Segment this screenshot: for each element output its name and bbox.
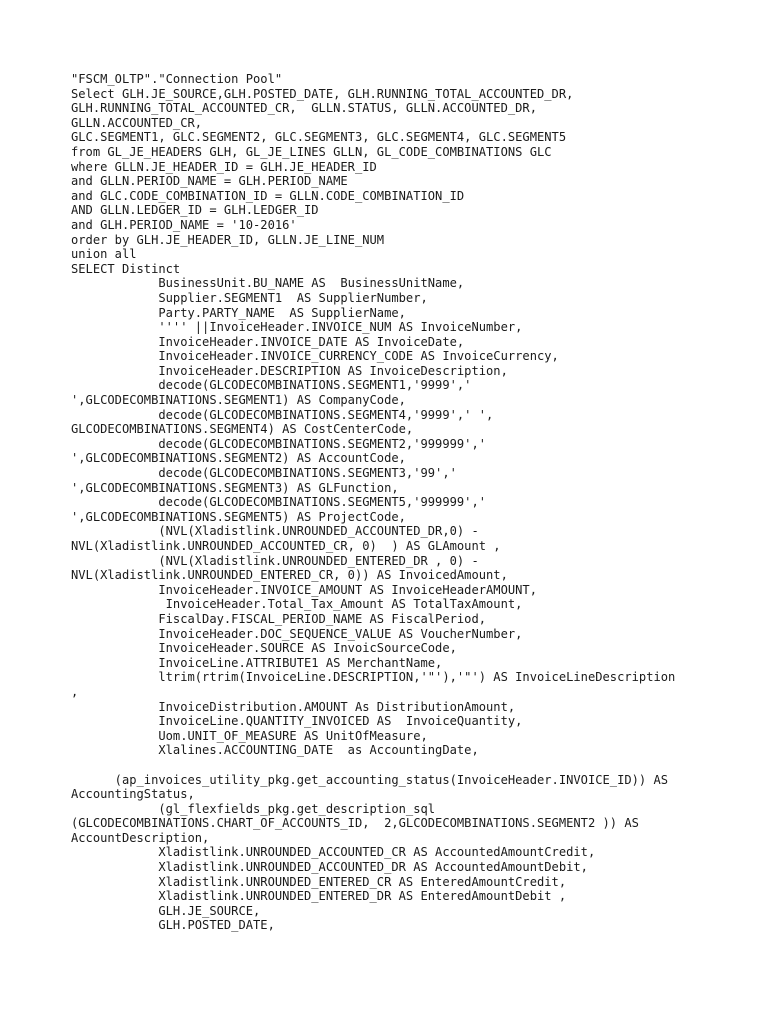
code-line: ',GLCODECOMBINATIONS.SEGMENT3) AS GLFunction, xyxy=(71,480,399,495)
code-line: InvoiceHeader.INVOICE_DATE AS InvoiceDate, xyxy=(71,334,465,349)
code-line: and GLLN.PERIOD_NAME = GLH.PERIOD_NAME xyxy=(71,174,348,189)
code-line: , xyxy=(71,684,79,699)
code-line: InvoiceHeader.Total_Tax_Amount AS TotalTaxAmount, xyxy=(71,597,523,612)
code-line: Xlalines.ACCOUNTING_DATE as AccountingDate, xyxy=(71,743,479,758)
code-line: InvoiceHeader.INVOICE_CURRENCY_CODE AS InvoiceCurrency, xyxy=(71,349,559,364)
code-line: and GLH.PERIOD_NAME = '10-2016' xyxy=(71,217,297,232)
code-line: Party.PARTY_NAME AS SupplierName, xyxy=(71,305,406,320)
code-line: GLCODECOMBINATIONS.SEGMENT4) AS CostCenterCode, xyxy=(71,422,414,437)
code-line: Xladistlink.UNROUNDED_ACCOUNTED_DR AS AccountedAmountDebit, xyxy=(71,860,588,875)
code-line: '''' ||InvoiceHeader.INVOICE_NUM AS InvoiceNumber, xyxy=(71,320,523,335)
code-line: FiscalDay.FISCAL_PERIOD_NAME AS FiscalPeriod, xyxy=(71,611,487,626)
code-line: GLLN.ACCOUNTED_CR, xyxy=(71,115,203,130)
code-line: InvoiceLine.QUANTITY_INVOICED AS InvoiceQuantity, xyxy=(71,714,523,729)
code-line: ',GLCODECOMBINATIONS.SEGMENT2) AS AccountCode, xyxy=(71,451,406,466)
code-line: Supplier.SEGMENT1 AS SupplierNumber, xyxy=(71,290,428,305)
code-line: Xladistlink.UNROUNDED_ENTERED_DR AS EnteredAmountDebit , xyxy=(71,889,567,904)
code-line: NVL(Xladistlink.UNROUNDED_ACCOUNTED_CR, 0) ) AS GLAmount , xyxy=(71,539,501,553)
code-line: and GLC.CODE_COMBINATION_ID = GLLN.CODE_COMBINATION_ID xyxy=(71,188,465,203)
code-line: (NVL(Xladistlink.UNROUNDED_ENTERED_DR , 0) - xyxy=(71,553,479,568)
code-line: BusinessUnit.BU_NAME AS BusinessUnitName, xyxy=(71,276,465,291)
code-line: GLH.JE_SOURCE, xyxy=(71,903,261,918)
code-line xyxy=(71,758,761,773)
code-line: (gl_flexfields_pkg.get_description_sql xyxy=(71,801,436,816)
code-line: GLC.SEGMENT1, GLC.SEGMENT2, GLC.SEGMENT3, GLC.SEGMENT4, GLC.SEGMENT5 xyxy=(71,130,567,145)
code-line: (GLCODECOMBINATIONS.CHART_OF_ACCOUNTS_ID, 2,GLCODECOMBINATIONS.SEGMENT2 )) AS xyxy=(71,816,639,831)
code-line: union all xyxy=(71,247,137,262)
code-line: decode(GLCODECOMBINATIONS.SEGMENT3,'99',' xyxy=(71,466,457,481)
code-line: InvoiceHeader.INVOICE_AMOUNT AS InvoiceHeaderAMOUNT, xyxy=(71,582,537,597)
code-line: from GL_JE_HEADERS GLH, GL_JE_LINES GLLN, GL_CODE_COMBINATIONS GLC xyxy=(71,144,552,159)
code-line: Select GLH.JE_SOURCE,GLH.POSTED_DATE, GLH.RUNNING_TOTAL_ACCOUNTED_DR, xyxy=(71,86,574,101)
code-line: AND GLLN.LEDGER_ID = GLH.LEDGER_ID xyxy=(71,203,319,218)
code-line: where GLLN.JE_HEADER_ID = GLH.JE_HEADER_ID xyxy=(71,159,377,174)
code-line: (NVL(Xladistlink.UNROUNDED_ACCOUNTED_DR,0) - xyxy=(71,524,479,539)
code-line: Xladistlink.UNROUNDED_ACCOUNTED_CR AS AccountedAmountCredit, xyxy=(71,845,596,860)
code-line: GLH.POSTED_DATE, xyxy=(71,918,275,933)
code-line: Xladistlink.UNROUNDED_ENTERED_CR AS EnteredAmountCredit, xyxy=(71,874,567,889)
code-line: Uom.UNIT_OF_MEASURE AS UnitOfMeasure, xyxy=(71,728,428,743)
code-line: GLH.RUNNING_TOTAL_ACCOUNTED_CR, GLLN.STATUS, GLLN.ACCOUNTED_DR, xyxy=(71,101,537,116)
code-line: InvoiceHeader.DOC_SEQUENCE_VALUE AS VoucherNumber, xyxy=(71,626,523,641)
code-line: ',GLCODECOMBINATIONS.SEGMENT5) AS ProjectCode, xyxy=(71,509,406,524)
code-line: InvoiceHeader.SOURCE AS InvoicSourceCode, xyxy=(71,641,457,656)
code-line: order by GLH.JE_HEADER_ID, GLLN.JE_LINE_NUM xyxy=(71,232,385,247)
code-line: "FSCM_OLTP"."Connection Pool" xyxy=(71,72,283,86)
code-line: SELECT Distinct xyxy=(71,261,181,276)
code-line: decode(GLCODECOMBINATIONS.SEGMENT4,'9999',' ', xyxy=(71,407,494,422)
code-line: InvoiceDistribution.AMOUNT As DistributionAmount, xyxy=(71,699,516,714)
code-line: ltrim(rtrim(InvoiceLine.DESCRIPTION,'"'),'"') AS InvoiceLineDescription xyxy=(71,670,676,685)
code-line: (ap_invoices_utility_pkg.get_accounting_status(InvoiceHeader.INVOICE_ID)) AS xyxy=(71,772,669,787)
code-line: decode(GLCODECOMBINATIONS.SEGMENT5,'999999',' xyxy=(71,495,487,510)
code-line: InvoiceLine.ATTRIBUTE1 AS MerchantName, xyxy=(71,655,443,670)
code-line: decode(GLCODECOMBINATIONS.SEGMENT1,'9999',' xyxy=(71,378,472,393)
code-line: NVL(Xladistlink.UNROUNDED_ENTERED_CR, 0)) AS InvoicedAmount, xyxy=(71,568,508,583)
code-line: decode(GLCODECOMBINATIONS.SEGMENT2,'999999',' xyxy=(71,436,487,451)
sql-code-block xyxy=(71,72,761,933)
code-line: AccountDescription, xyxy=(71,830,210,845)
code-line: AccountingStatus, xyxy=(71,787,195,802)
code-line: ',GLCODECOMBINATIONS.SEGMENT1) AS CompanyCode, xyxy=(71,393,406,408)
code-line: InvoiceHeader.DESCRIPTION AS InvoiceDescription, xyxy=(71,363,508,378)
